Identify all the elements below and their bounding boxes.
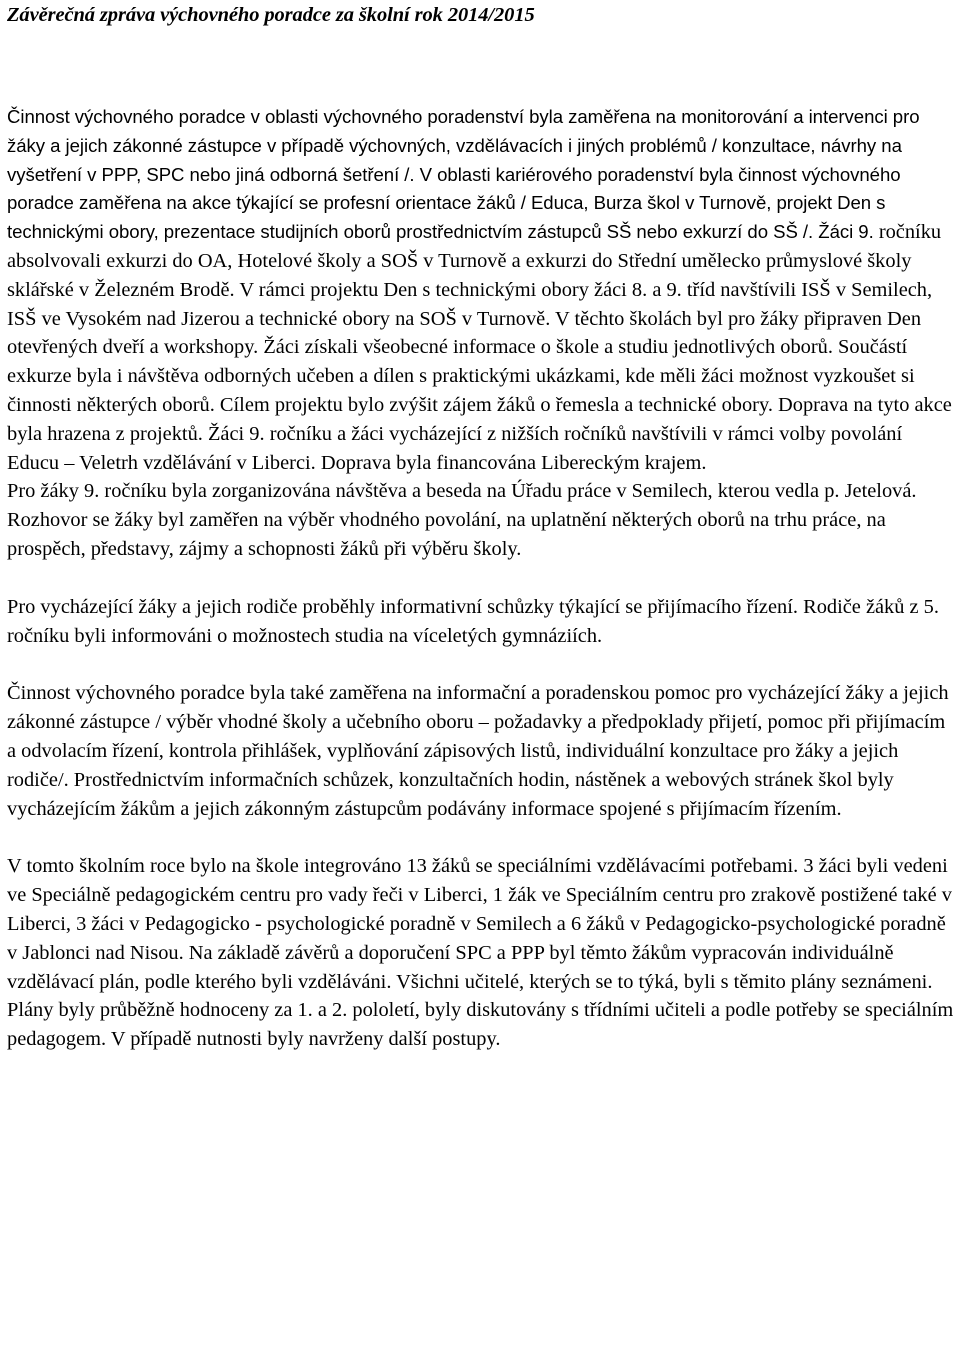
paragraph-1-serif-part: ročníku absolvovali exkurzi do OA, Hotelové školy a SOŠ v Turnově a exkurzi do Střední umělecko průmyslové školy sklářské v Železném Brodě. V rámci projektu Den s technickými obory žáci 8. a 9. tříd navštívili ISŠ v Semilech, ISŠ ve Vysokém nad Jizerou a technické obory na SOŠ v Turnově. V těchto školách byl pro žáky připraven Den otevřených dveří a workshopy. Žáci získali všeobecné informace o škole a studiu jednotlivých oborů. Součástí exkurze byla i návštěva odborných učeben a dílen s praktickými ukázkami, kde měli žáci možnost vyzkoušet si činnosti některých oborů. Cílem projektu bylo zvýšit zájem žáků o řemesla a technické obory. Doprava na tyto akce byla hrazena z projektů. Žáci 9. ročníku a žáci vycházející z nižších ročníků navštívili v rámci volby povolání Educu – Veletrh vzdělávání v Liberci. Doprava byla financována Libereckým krajem. [7, 221, 952, 474]
paragraph-gap [7, 564, 956, 593]
paragraph-4: Činnost výchovného poradce byla také zaměřena na informační a poradenskou pomoc pro vycházející žáky a jejich zákonné zástupce / výběr vhodné školy a učebního oboru – požadavky a předpoklady přijetí, pomoc při přijímacím a odvolacím řízení, kontrola přihlášek, vyplňování zápisových listů, individuální konzultace pro žáky a jejich rodiče/. Prostřednictvím informačních schůzek, konzultačních hodin, nástěnek a webových stránek škol byly vycházejícím žákům a jejich zákonným zástupcům podávány informace spojené s přijímacím řízením. [7, 682, 949, 820]
paragraph-5: V tomto školním roce bylo na škole integrováno 13 žáků se speciálními vzdělávacími potřebami. 3 žáci byli vedeni ve Speciálně pedagogickém centru pro vady řeči v Liberci, 1 žák ve Speciálním centru pro zrakově postižené také v Liberci, 3 žáci v Pedagogicko - psychologické poradně v Semilech a 6 žáků v Pedagogicko-psychologické poradně v Jablonci nad Nisou. Na základě závěrů a doporučení SPC a PPP byl těmto žákům vypracován individuálně vzdělávací plán, podle kterého byli vzděláváni. Všichni učitelé, kterých se to týká, byli s těmito plány seznámeni. Plány byly průběžně hodnoceny za 1. a 2. pololetí, byly diskutovány s třídními učiteli a podle potřeby se speciálním pedagogem. V případě nutnosti byly navrženy další postupy. [7, 855, 954, 1051]
paragraph-2: Pro žáky 9. ročníku byla zorganizována návštěva a beseda na Úřadu práce v Semilech, kterou vedla p. Jetelová. Rozhovor se žáky byl zaměřen na výběr vhodného povolání, na uplatnění některých oborů na trhu práce, na prospěch, představy, zájmy a schopnosti žáků při výběru školy. [7, 480, 917, 560]
paragraph-gap [7, 823, 956, 852]
document-title: Závěrečná zpráva výchovného poradce za školní rok 2014/2015 [7, 4, 535, 26]
paragraph-gap [7, 650, 956, 679]
spacer [7, 28, 956, 103]
paragraph-3: Pro vycházející žáky a jejich rodiče proběhly informativní schůzky týkající se přijímacího řízení. Rodiče žáků z 5. ročníku byli informováni o možnostech studia na víceletých gymnáziích. [7, 595, 939, 647]
paragraph-1 [7, 103, 956, 477]
paragraph-1-sans-part: Činnost výchovného poradce v oblasti výchovného poradenství byla zaměřena na monitorování a intervenci pro žáky a jejich zákonné zástupce v případě výchovných, vzdělávacích i jiných problémů / konzultace, návrhy na vyšetření v PPP, SPC nebo jiná odborná šetření /. V oblasti kariérového poradenství byla činnost výchovného poradce zaměřena na akce týkající se profesní orientace žáků / Educa, Burza škol v Turnově, projekt Den s technickými obory, prezentace studijních oborů prostřednictvím zástupců SŠ nebo exkurzí do SŠ /. Žáci 9. [7, 106, 920, 243]
